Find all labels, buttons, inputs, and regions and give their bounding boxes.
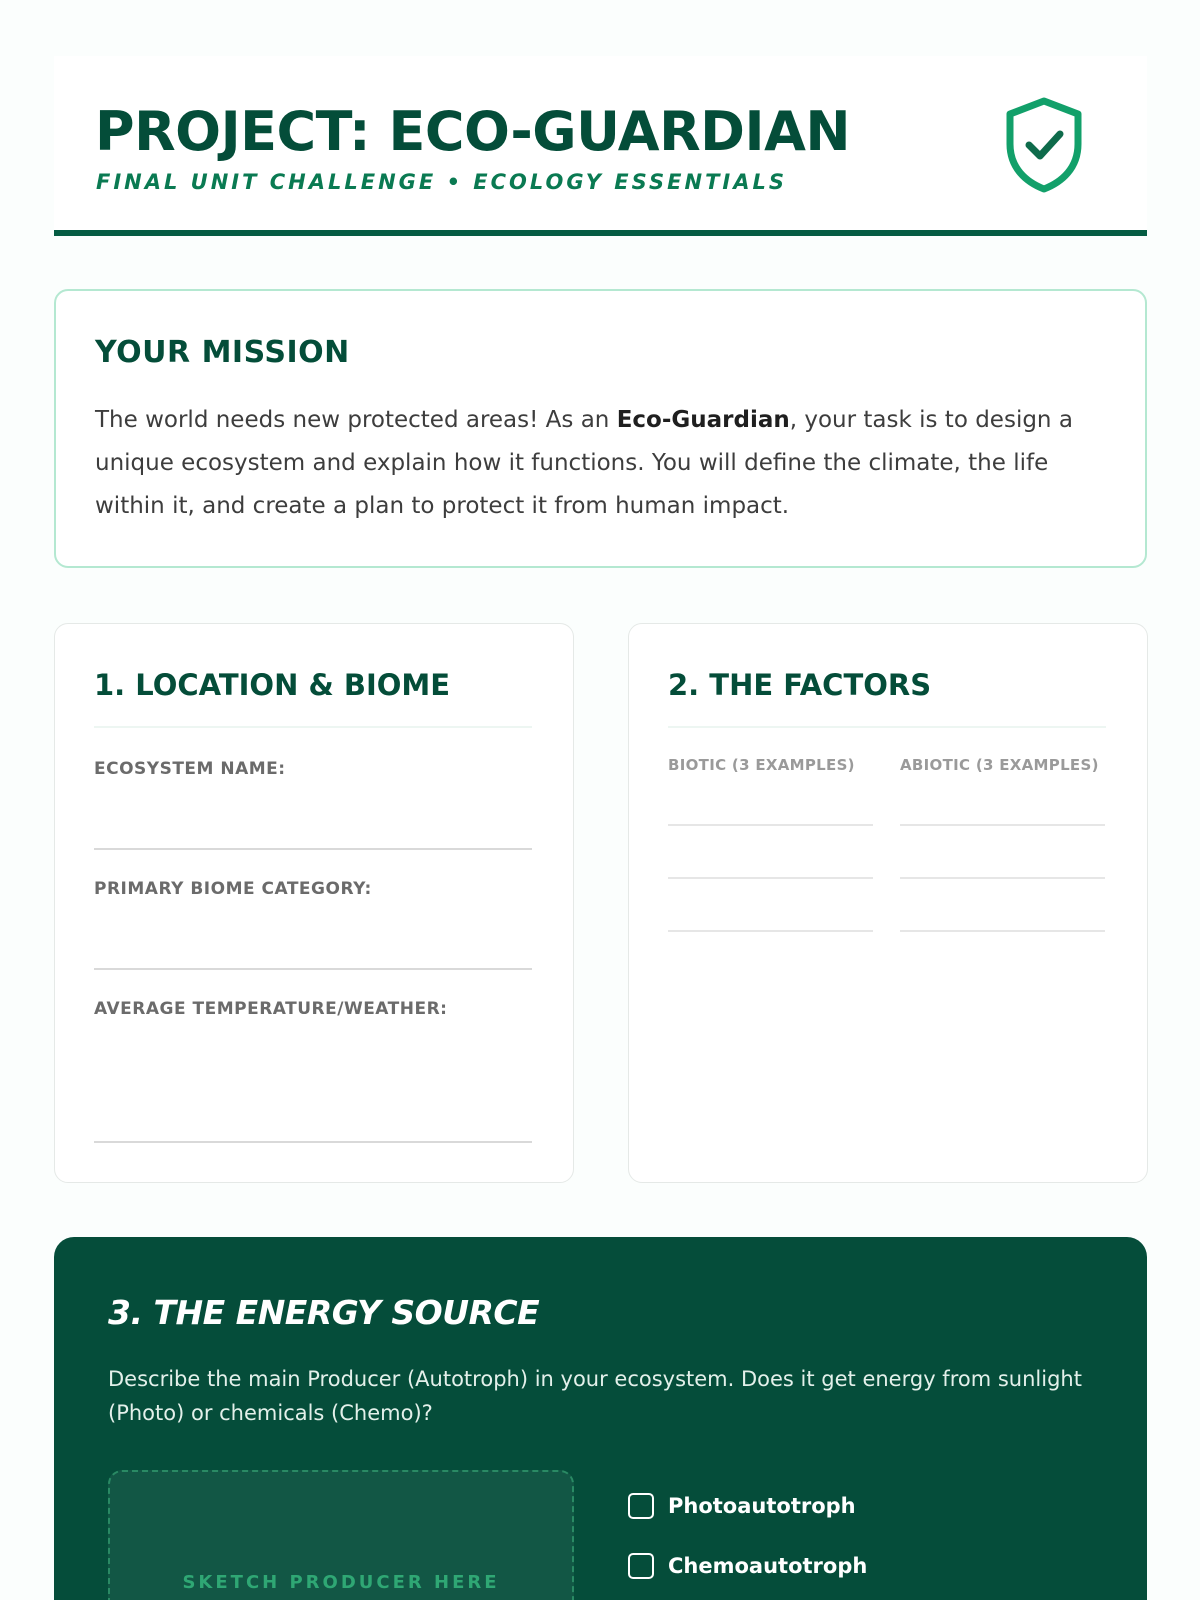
abiotic-input-line[interactable]	[900, 930, 1105, 932]
photoautotroph-label: Photoautotroph	[668, 1494, 856, 1518]
biome-category-label: PRIMARY BIOME CATEGORY:	[94, 879, 372, 899]
page-subtitle: FINAL UNIT CHALLENGE • ECOLOGY ESSENTIALS	[96, 170, 787, 194]
energy-source-description: Describe the main Producer (Autotroph) in your ecosystem. Does it get energy from sunlight (Photo) or chemicals (Chemo)?	[108, 1367, 1082, 1425]
card-divider	[94, 726, 532, 728]
temperature-weather-input-line[interactable]	[94, 1141, 532, 1143]
mission-card	[54, 289, 1147, 568]
chemoautotroph-option[interactable]	[628, 1551, 867, 1581]
biotic-input-line[interactable]	[668, 877, 873, 879]
biotic-input-line[interactable]	[668, 930, 873, 932]
sketch-label: SKETCH PRODUCER HERE	[182, 1572, 500, 1593]
card-divider	[668, 726, 1106, 728]
mission-text-intro: The world needs new protected areas! As an	[95, 407, 617, 433]
location-biome-card	[54, 623, 574, 1183]
mission-text-highlight: Eco-Guardian	[616, 407, 790, 433]
chemoautotroph-label: Chemoautotroph	[668, 1554, 868, 1578]
photoautotroph-checkbox[interactable]	[628, 1493, 654, 1519]
biome-category-input-line[interactable]	[94, 968, 532, 970]
mission-title: YOUR MISSION	[95, 335, 350, 370]
biotic-label: BIOTIC (3 EXAMPLES)	[668, 756, 855, 774]
factors-card	[628, 623, 1148, 1183]
page-header	[54, 56, 1147, 236]
abiotic-input-line[interactable]	[900, 877, 1105, 879]
photoautotroph-option[interactable]	[628, 1491, 856, 1521]
chemoautotroph-checkbox[interactable]	[628, 1553, 654, 1579]
shield-check-icon	[1004, 96, 1084, 194]
ecosystem-name-input-line[interactable]	[94, 848, 532, 850]
abiotic-label: ABIOTIC (3 EXAMPLES)	[900, 756, 1099, 774]
page-title: PROJECT: ECO-GUARDIAN	[95, 100, 851, 163]
temperature-weather-label: AVERAGE TEMPERATURE/WEATHER:	[94, 999, 448, 1019]
mission-text-rest: , your task is to design a unique ecosystem and explain how it functions. You will define the climate, the life within it, and create a plan to protect it from human impact.	[95, 407, 1073, 519]
biotic-input-line[interactable]	[668, 824, 873, 826]
ecosystem-name-label: ECOSYSTEM NAME:	[94, 759, 286, 779]
location-biome-title: 1. LOCATION & BIOME	[94, 668, 451, 702]
abiotic-input-line[interactable]	[900, 824, 1105, 826]
mission-text	[95, 399, 1105, 528]
energy-source-title: 3. THE ENERGY SOURCE	[108, 1293, 540, 1332]
factors-title: 2. THE FACTORS	[668, 668, 932, 702]
energy-source-section	[54, 1237, 1147, 1600]
sketch-area[interactable]	[108, 1470, 574, 1600]
